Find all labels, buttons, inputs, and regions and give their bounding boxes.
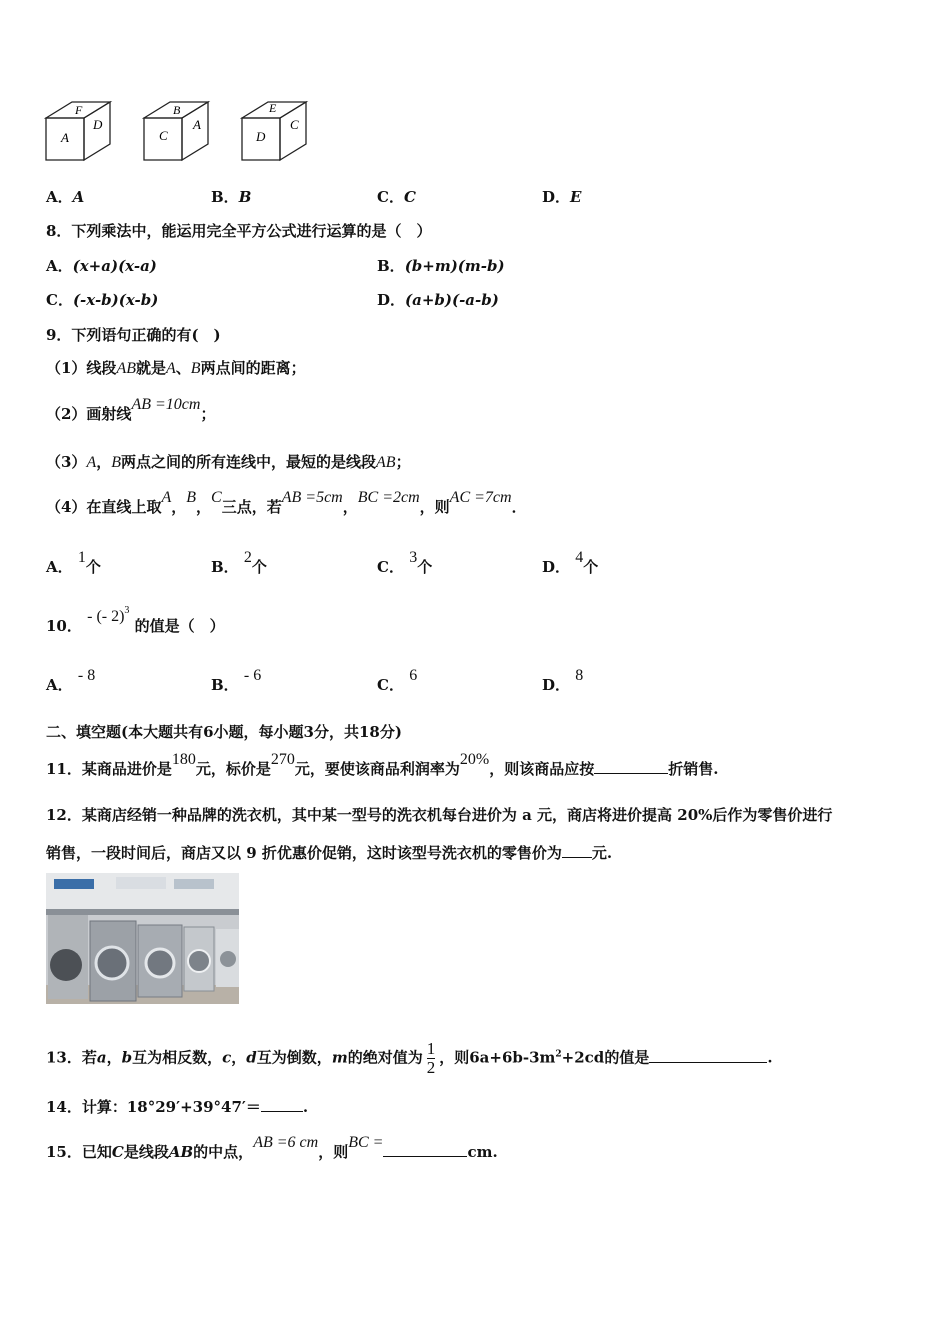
cube1-front-label: A (61, 130, 69, 145)
text: 两点间的距离； (200, 359, 306, 377)
math: b (121, 1048, 133, 1067)
text: 互为相反数， (132, 1048, 223, 1067)
text: 的值是（ ） (134, 617, 225, 635)
cube3-front-label: D (256, 129, 266, 144)
q10-option-a[interactable] (46, 667, 96, 695)
math: A (86, 454, 97, 471)
q10-option-c[interactable] (377, 667, 418, 695)
cube2-top-label: B (173, 103, 181, 117)
text: 是线段 (123, 1143, 169, 1161)
q8-option-c[interactable] (46, 289, 158, 310)
answer-blank[interactable] (562, 843, 592, 858)
option-value: B (238, 188, 252, 206)
option-value: - 6 (243, 667, 262, 684)
option-label: B． (211, 188, 239, 206)
math: m (331, 1048, 348, 1067)
numerator: 1 (426, 1039, 436, 1058)
math: d (246, 1048, 257, 1067)
q9-statement-1 (46, 357, 306, 378)
q8-stem: 8．下列乘法中，能运用完全平方公式进行运算的是（ ） (46, 222, 432, 240)
text: 互为倒数， (256, 1048, 332, 1067)
answer-blank[interactable] (649, 1048, 767, 1063)
math-exponent: 3 (124, 605, 130, 616)
q9-option-a[interactable] (46, 549, 101, 577)
text: （4）在直线上取 (46, 498, 162, 516)
option-label: D． (542, 558, 571, 576)
math: BC = (348, 1134, 384, 1151)
option-label: D． (542, 188, 571, 206)
option-unit: 个 (417, 558, 433, 576)
text: 的绝对值为 (347, 1048, 423, 1067)
option-unit: 个 (251, 558, 267, 576)
answer-blank[interactable] (261, 1097, 303, 1112)
q9-statement-2 (46, 396, 216, 424)
math: AB (168, 1143, 194, 1161)
answer-blank[interactable] (383, 1142, 467, 1157)
q10-stem (46, 605, 225, 636)
q9-option-c[interactable] (377, 549, 433, 577)
q8-option-a[interactable] (46, 255, 157, 276)
text: 、 (175, 359, 191, 377)
math: AB =10cm (131, 396, 201, 413)
text: ， (342, 498, 358, 516)
math: A (161, 489, 172, 506)
math: - (- 2) (87, 608, 125, 625)
option-value: 6 (409, 667, 418, 684)
text: ，则 (318, 1143, 349, 1161)
math: 6a+6b-3m (469, 1048, 556, 1067)
section-2-heading: 二、填空题(本大题共有6小题，每小题3分，共18分) (46, 723, 402, 741)
q7-option-d[interactable] (542, 186, 581, 207)
q10-option-d[interactable] (542, 667, 584, 695)
text: 三点，若 (221, 498, 282, 516)
text: ， (231, 1048, 247, 1067)
q7-option-c[interactable] (377, 186, 416, 207)
q12-line-2 (46, 842, 612, 863)
text: . (767, 1048, 773, 1067)
q9-stem: 9．下列语句正确的有( ) (46, 326, 221, 344)
text: 元. (591, 844, 613, 862)
option-value: E (570, 188, 582, 206)
option-label: A． (46, 188, 73, 206)
option-label: A． (46, 558, 73, 576)
cube-figure-3 (240, 98, 310, 164)
option-value: 3 (409, 549, 418, 566)
option-label: C． (377, 676, 404, 694)
text: ，则 (419, 498, 450, 516)
math: c (222, 1048, 232, 1067)
text: 的中点， (193, 1143, 254, 1161)
math: AC =7cm (449, 489, 512, 506)
math: AB =6 cm (253, 1134, 319, 1151)
fraction-one-half (427, 1040, 436, 1077)
cube3-top-label: E (269, 101, 277, 115)
text: 元，标价是 (195, 760, 271, 778)
option-value: (b+m)(m-b) (404, 257, 505, 275)
text: ， (106, 1048, 122, 1067)
option-label: C． (377, 558, 404, 576)
q13 (46, 1040, 773, 1077)
math: a (96, 1048, 107, 1067)
text: 就是 (135, 359, 166, 377)
text: 10． (46, 617, 82, 635)
text: 销售，一段时间后，商店又以 9 折优惠价促销，这时该型号洗衣机的零售价为 (46, 844, 562, 862)
text: cm. (467, 1143, 498, 1161)
option-value: (-x-b)(x-b) (72, 291, 159, 309)
text: （2）画射线 (46, 405, 132, 423)
cube3-side-label: C (290, 117, 299, 132)
option-label: A． (46, 257, 73, 275)
math: C (111, 1143, 124, 1161)
text: （1）线段 (46, 359, 117, 377)
math: B (111, 454, 122, 471)
math: AB (376, 454, 396, 471)
text: 13．若 (46, 1048, 97, 1067)
math: A (166, 360, 176, 377)
q9-option-d[interactable] (542, 549, 599, 577)
option-value: C (403, 188, 416, 206)
q11 (46, 751, 719, 779)
text: （3） (46, 453, 87, 471)
text: 14．计算：18°29′+39°47′＝ (46, 1098, 261, 1116)
option-label: B． (377, 257, 405, 275)
option-label: A． (46, 676, 73, 694)
math: 270 (270, 751, 295, 768)
option-label: C． (377, 188, 404, 206)
text: ，则 (439, 1048, 470, 1067)
text: ， (96, 453, 112, 471)
option-unit: 个 (85, 558, 101, 576)
text: ， (171, 498, 187, 516)
text: 的值是 (604, 1048, 650, 1067)
q7-option-b[interactable] (211, 186, 251, 207)
text: ； (200, 405, 216, 423)
cube1-side-label: D (93, 117, 103, 132)
q14 (46, 1096, 308, 1117)
text: ． (511, 498, 527, 516)
text: . (302, 1098, 309, 1116)
cube-figure-2 (142, 98, 212, 164)
washing-machines-photo (46, 873, 239, 1004)
q9-option-b[interactable] (211, 549, 267, 577)
q9-statement-3 (46, 451, 411, 472)
q7-option-a[interactable] (46, 186, 84, 207)
text: 元，要使该商品利润率为 (294, 760, 460, 778)
cube2-side-label: A (193, 117, 201, 132)
option-label: D． (542, 676, 571, 694)
math: C (211, 489, 222, 506)
option-label: C． (46, 291, 73, 309)
cube-figure-1 (44, 98, 114, 164)
math: +2cd (561, 1048, 605, 1067)
option-value: - 8 (77, 667, 96, 684)
math: 20% (459, 751, 490, 768)
q10-option-b[interactable] (211, 667, 262, 695)
q8-option-d[interactable] (377, 289, 499, 310)
option-value: A (72, 188, 85, 206)
math: 180 (171, 751, 196, 768)
option-label: D． (377, 291, 406, 309)
denominator: 2 (426, 1058, 436, 1077)
option-value: 4 (575, 549, 584, 566)
cube2-front-label: C (159, 128, 168, 143)
text: ， (196, 498, 212, 516)
text: 15．已知 (46, 1143, 112, 1161)
option-label: B． (211, 676, 239, 694)
option-label: B． (211, 558, 239, 576)
q9-statement-4 (46, 489, 527, 517)
math: AB =5cm (281, 489, 343, 506)
math: B (186, 489, 197, 506)
math-exponent: 2 (555, 1049, 562, 1060)
answer-blank[interactable] (594, 759, 668, 774)
math: B (190, 360, 201, 377)
text: 两点之间的所有连线中，最短的是线段 (121, 453, 377, 471)
cube1-top-label: F (75, 103, 83, 117)
text: 11．某商品进价是 (46, 760, 172, 778)
text: ； (395, 453, 411, 471)
text: 折销售. (668, 760, 719, 778)
option-value: (x+a)(x-a) (72, 257, 157, 275)
option-value: 1 (77, 549, 86, 566)
option-value: 8 (575, 667, 584, 684)
q8-option-b[interactable] (377, 255, 505, 276)
q12-line-1: 12．某商店经销一种品牌的洗衣机，其中某一型号的洗衣机每台进价为 a 元，商店将进价提高 20%后作为零售价进行 (46, 806, 833, 824)
option-value: 2 (243, 549, 252, 566)
text: ，则该商品应按 (489, 760, 595, 778)
option-value: (a+b)(-a-b) (405, 291, 499, 309)
q15 (46, 1134, 498, 1162)
math: AB (116, 360, 136, 377)
math: BC =2cm (357, 489, 420, 506)
option-unit: 个 (583, 558, 599, 576)
